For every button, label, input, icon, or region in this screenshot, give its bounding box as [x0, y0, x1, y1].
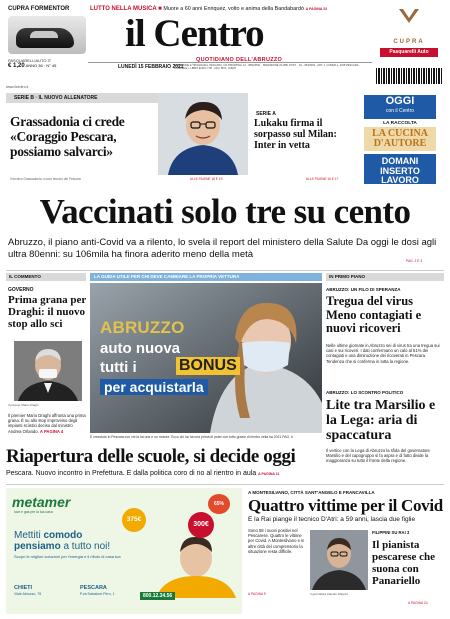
- lead-deck: Abruzzo, il piano anti-Covid va a rilento, lo svela il report del ministero della Salute Da oggi le dosi agli ultra 80enni: su 106mila ha finora aderito meno della metà: [8, 237, 437, 260]
- ad-pescara: [80, 585, 115, 597]
- divider: [6, 270, 444, 271]
- coach-photo: [158, 93, 248, 175]
- victims-page[interactable]: A PAGINA 9: [248, 592, 266, 596]
- victims-kicker: A MONTESILVANO, CITTÀ SANT'ANGELO E FRANCAVILLA: [248, 490, 375, 495]
- right-strip: IN PRIMO PIANO: [326, 273, 444, 281]
- gov-body-text: Il premier Mario Draghi affronta una prima grana. È su allo stop improvviso degli impianti sciistici deciso dal ministro Andrea Orlando.: [8, 413, 86, 434]
- ad-chieti-address: Viale Abruzzo, 75: [14, 592, 42, 596]
- draghi-photo: [14, 341, 82, 401]
- victims-headline[interactable]: Quattro vittime per il Covid: [248, 496, 443, 515]
- feature-line1: auto nuova: [100, 340, 181, 357]
- cupra-left-ad[interactable]: [8, 6, 86, 68]
- teaser-kicker: LUTTO NELLA MUSICA: [90, 6, 157, 12]
- filippini-page[interactable]: A PAGINA 24: [408, 601, 428, 605]
- feature-strip: LA GUIDA UTILE PER CHI DEVE CAMBIARE LA PROPRIA VETTURA: [90, 273, 322, 281]
- issue-number: ANNO 36 · N° 45: [25, 63, 57, 68]
- victims-deck: E la Rai piange il tecnico D'Atri: a 59 anni, lascia due figlie: [248, 516, 416, 523]
- domani-promo: DOMANI INSERTO LAVORO: [364, 154, 436, 184]
- teaser-page: A PAGINA 23: [305, 7, 328, 11]
- serie-b-kicker: SERIE B · IL NUOVO ALLENATORE: [14, 95, 98, 101]
- ad-scopri: Scopri le migliori soluzioni per l'energia e il rifiuto di casa tua: [14, 554, 121, 559]
- schools-page[interactable]: A PAGINA 11: [258, 472, 280, 476]
- feature-caption: È cresciuto in Pescara con chi la ha una e un motore. Ecco chi ha ha una prima di poter con tutto grazie di rientro nella ha 2021 PAG. 6: [90, 435, 293, 439]
- metamer-logo: metamer: [12, 494, 71, 510]
- feature-photo: [90, 283, 322, 433]
- dateline-fineprint: REDAZIONE E TIPOGRAFIA: PESCARA, VIA TIBURTINA, 12 · 085/20521 · SPEDIZIONE IN ABB. POST. · D.L. 353/2003 · ART. 1, COMMA 1, DCB PESCARA · GIORNALE + LIBRO EURO 7,90 · ADV, BOX, CHIETI: [174, 64, 360, 71]
- feature-title: ABRUZZO: [100, 318, 185, 337]
- percent-badge: 65%: [208, 494, 230, 514]
- metamer-tagline: luce e gas per la tua casa: [14, 510, 53, 514]
- right-column: [326, 273, 444, 483]
- price-badge: 300€: [188, 512, 214, 538]
- serie-b-headline[interactable]: Grassadonia ci crede «Coraggio Pescara, possiamo salvarci»: [10, 114, 125, 159]
- ad-pescara-address: P.za Salvatore Pirro, 1: [80, 592, 115, 596]
- left-ad-site: PASQUARELLIAUTO.IT: [8, 58, 52, 63]
- cupra-logo-icon: [398, 8, 420, 24]
- left-strip: IL COMMENTO: [6, 273, 86, 281]
- lega-kicker: ABRUZZO: LO SCONTRO POLITICO: [326, 390, 404, 395]
- ad-headline-3: pensiamo: [14, 541, 61, 552]
- draghi-portrait-icon: [14, 341, 82, 401]
- masthead: [0, 0, 450, 86]
- publication-date: LUNEDÌ 15 FEBBRAIO 2021: [118, 64, 184, 70]
- ad-pescara-city: PESCARA: [80, 585, 107, 591]
- ad-headline-1: Mettiti: [14, 530, 41, 541]
- ad-chieti-city: CHIETI: [14, 585, 33, 591]
- logo-subtitle: QUOTIDIANO DELL'ABRUZZO: [196, 57, 283, 63]
- serie-b-page[interactable]: ALLE PAGINE 18 E 19: [190, 177, 223, 181]
- lega-body: Il vertice con la Lega di Abruzzo la sfida del governatore Marsilio e del capogruppo si fa aspra e di fatto divide la maggioranza su tutto il fronte della regione.: [326, 448, 430, 464]
- ad-phone[interactable]: 800.12.34.56: [140, 592, 175, 600]
- virus-headline[interactable]: Tregua del virus Meno contagiati e nuovi ricoveri: [326, 294, 422, 335]
- schools-deck-text: Pescara. Nuovo incontro in Prefettura. E dalla politica coro di no al rientro in aula: [6, 470, 257, 477]
- filippini-headline[interactable]: Il pianista pescarese che suona con Panariello: [372, 539, 436, 587]
- cupra-right-ad[interactable]: [374, 6, 444, 66]
- draghi-caption: Il premier Mario Draghi: [8, 403, 39, 407]
- ad-headline: [14, 530, 110, 552]
- oggi-promo[interactable]: [360, 93, 440, 189]
- filippini-portrait-icon: [310, 530, 368, 590]
- oggi-header: [364, 95, 436, 119]
- ad-headline-4: a tutto noi!: [63, 541, 111, 552]
- ad-headline-2: comodo: [43, 530, 83, 541]
- newspaper-logo[interactable]: il Centro: [125, 12, 264, 55]
- victims-body: Sono 58 i nuovi positivi nel Pescarese. Quattro le vittime per Covid. A Montesilvano e in altre città del comprensorio la situazione resta difficile.: [248, 528, 305, 554]
- feature-line3: per acquistarla: [100, 379, 208, 395]
- filippini-caption: Il giornalista Claudio Filippini: [310, 592, 349, 596]
- coach-portrait-icon: [158, 93, 248, 175]
- teaser-text: Muore a 60 anni Enriquez, volto e anima della Bandabardò: [163, 6, 304, 12]
- schools-deck: [6, 470, 336, 477]
- auto-feature[interactable]: [90, 273, 322, 443]
- cucina-promo: LA CUCINA D'AUTORE: [364, 127, 436, 151]
- serie-b-caption: Il tecnico Grassadonia, nuovo tecnico del Pescara: [10, 177, 81, 181]
- top-stories: [6, 93, 444, 189]
- gov-page[interactable]: A PAGINA 4: [39, 428, 64, 434]
- divider: [6, 484, 444, 485]
- price-badge: 375€: [122, 508, 146, 532]
- gov-body: [8, 413, 86, 434]
- covid-victims-story: [248, 488, 444, 614]
- schools-headline[interactable]: Riapertura delle scuole, si decide oggi: [6, 446, 296, 467]
- feature-bonus: BONUS: [176, 357, 240, 375]
- lead-headline[interactable]: Vaccinati solo tre su cento: [39, 192, 411, 231]
- lega-headline[interactable]: Lite tra Marsilio e la Lega: aria di spaccatura: [326, 398, 436, 443]
- oggi-subtitle: con il Centro: [385, 108, 415, 114]
- raccolta-label: LA RACCOLTA: [383, 121, 417, 126]
- metamer-ad[interactable]: [6, 488, 242, 614]
- site-url[interactable]: www.ilcentro.it: [6, 85, 29, 89]
- virus-body: Nelle ultime giornate in Abruzzo sei di virus tra una tregua sui casi e sui ricoveri. I dati confermano un calo al 51% dei contagiati e una diminuzione dei ricoverati in Pescara. Tendenza che si conferma in tutta la regione.: [326, 343, 440, 364]
- filippini-kicker: FILIPPINI SU RAI 3: [372, 530, 410, 535]
- smiling-man-icon: [136, 528, 236, 598]
- left-ad-title: CUPRA FORMENTOR: [8, 6, 70, 12]
- price-box: [8, 63, 86, 69]
- gov-headline[interactable]: Prima grana per Draghi: il nuovo stop allo sci: [8, 294, 87, 330]
- lead-page[interactable]: PAG. 2 E 3: [406, 259, 423, 263]
- virus-kicker: ABRUZZO: UN FILO DI SPERANZA: [326, 287, 401, 292]
- serie-a-page[interactable]: ALLE PAGINE 16 E 17: [306, 177, 339, 181]
- gov-kicker: GOVERNO: [8, 287, 34, 293]
- price: € 1,20: [8, 63, 25, 69]
- dateline: [88, 62, 372, 82]
- arrow-icon: ■: [158, 6, 162, 12]
- ad-chieti: [14, 585, 41, 597]
- barcode: [376, 68, 442, 84]
- serie-a-headline[interactable]: Lukaku firma il sorpasso sul Milan: Inter in vetta: [254, 118, 337, 151]
- cupra-wordmark: CUPRA: [393, 39, 425, 45]
- dealer-badge: Pasquarelli Auto: [380, 48, 438, 57]
- serie-a-kicker: SERIE A: [256, 111, 276, 117]
- filippini-photo: [310, 530, 368, 590]
- oggi-title: OGGI: [385, 95, 415, 107]
- feature-line2: tutti i: [100, 359, 137, 376]
- car-image: [8, 16, 86, 54]
